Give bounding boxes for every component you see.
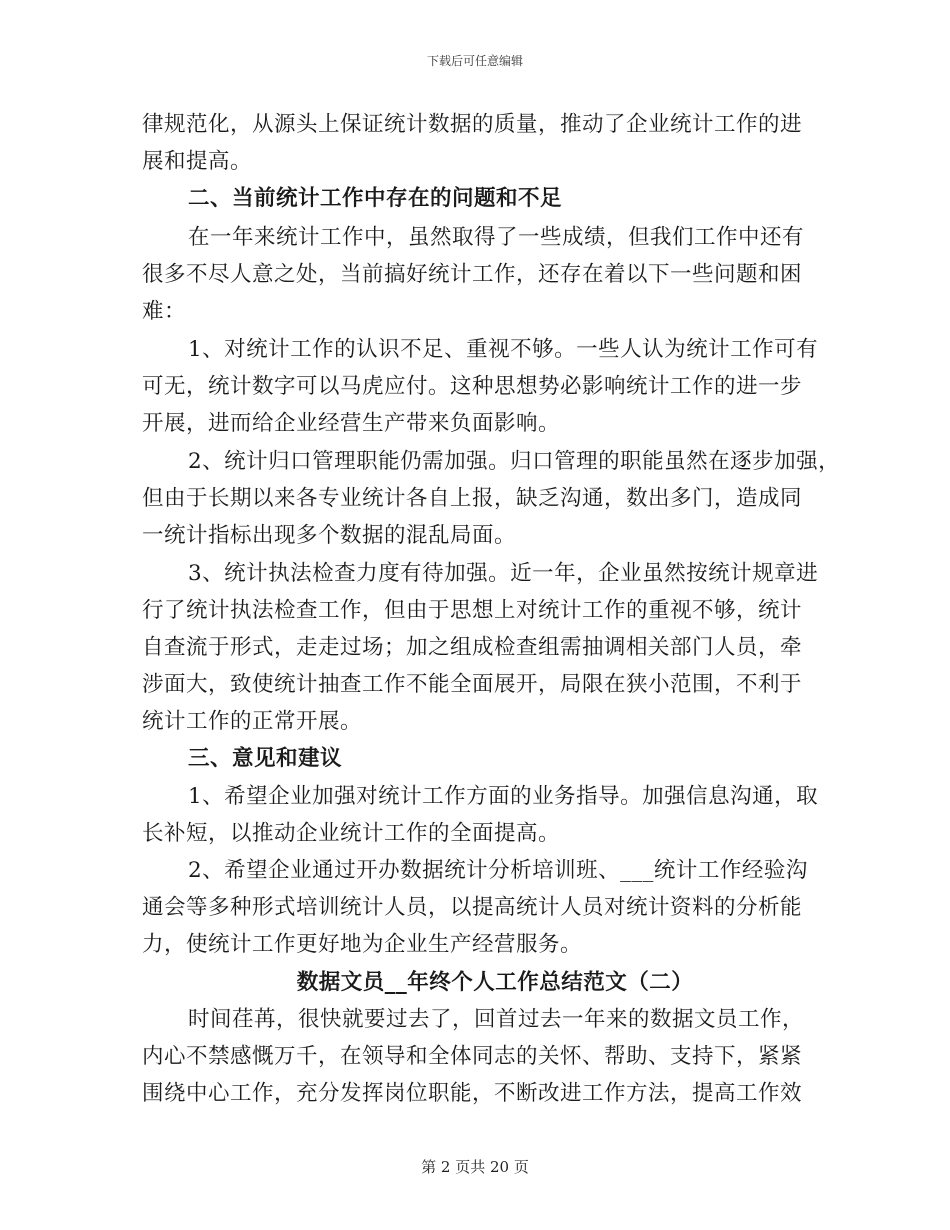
body-line: 自查流于形式，走走过场；加之组成检查组需抽调相关部门人员，牵 <box>142 635 803 660</box>
paragraph-first-line: 2、统计归口管理职能仍需加强。归口管理的职能虽然在逐步加强， <box>188 449 841 474</box>
body-line: 一统计指标出现多个数据的混乱局面。 <box>142 523 517 548</box>
paragraph-first-line: 2、希望企业通过开办数据统计分析培训班、___统计工作经验沟 <box>188 858 808 883</box>
body-line: 很多不尽人意之处，当前搞好统计工作，还存在着以下一些问题和困 <box>142 262 803 287</box>
body-line: 通会等多种形式培训统计人员，以提高统计人员对统计资料的分析能 <box>142 895 803 920</box>
body-line: 开展，进而给企业经营生产带来负面影响。 <box>142 411 561 436</box>
body-line: 律规范化，从源头上保证统计数据的质量，推动了企业统计工作的进 <box>142 112 803 137</box>
document-title: 数据文员__年终个人工作总结范文（二） <box>296 970 694 995</box>
body-line: 内心不禁感慨万千，在领导和全体同志的关怀、帮助、支持下，紧紧 <box>142 1044 803 1069</box>
page-header: 下载后可任意编辑 <box>426 54 523 68</box>
body-line: 可无，统计数字可以马虎应付。这种思想势必影响统计工作的进一步 <box>142 374 803 399</box>
body-line: 力，使统计工作更好地为企业生产经营服务。 <box>142 932 583 957</box>
paragraph-first-line: 时间荏苒，很快就要过去了，回首过去一年来的数据文员工作， <box>188 1007 805 1032</box>
body-line: 围绕中心工作，充分发挥岗位职能，不断改进工作方法，提高工作效 <box>142 1081 803 1106</box>
section-heading: 三、意见和建议 <box>188 746 343 771</box>
body-line: 但由于长期以来各专业统计各自上报，缺乏沟通，数出多门，造成同 <box>142 486 803 511</box>
paragraph-first-line: 1、希望企业加强对统计工作方面的业务指导。加强信息沟通，取 <box>188 784 819 809</box>
body-line: 展和提高。 <box>142 149 253 174</box>
section-heading: 二、当前统计工作中存在的问题和不足 <box>188 186 563 211</box>
body-line: 统计工作的正常开展。 <box>142 709 363 734</box>
page-footer: 第 2 页共 20 页 <box>421 1158 529 1176</box>
paragraph-first-line: 3、统计执法检查力度有待加强。近一年，企业虽然按统计规章进 <box>188 561 819 586</box>
body-line: 难： <box>142 299 187 324</box>
body-line: 涉面大，致使统计抽查工作不能全面展开，局限在狭小范围，不利于 <box>142 672 803 697</box>
paragraph-first-line: 1、对统计工作的认识不足、重视不够。一些人认为统计工作可有 <box>188 337 819 362</box>
body-line: 行了统计执法检查工作，但由于思想上对统计工作的重视不够，统计 <box>142 598 803 623</box>
body-line: 长补短，以推动企业统计工作的全面提高。 <box>142 821 561 846</box>
paragraph-first-line: 在一年来统计工作中，虽然取得了一些成绩，但我们工作中还有 <box>188 225 805 250</box>
